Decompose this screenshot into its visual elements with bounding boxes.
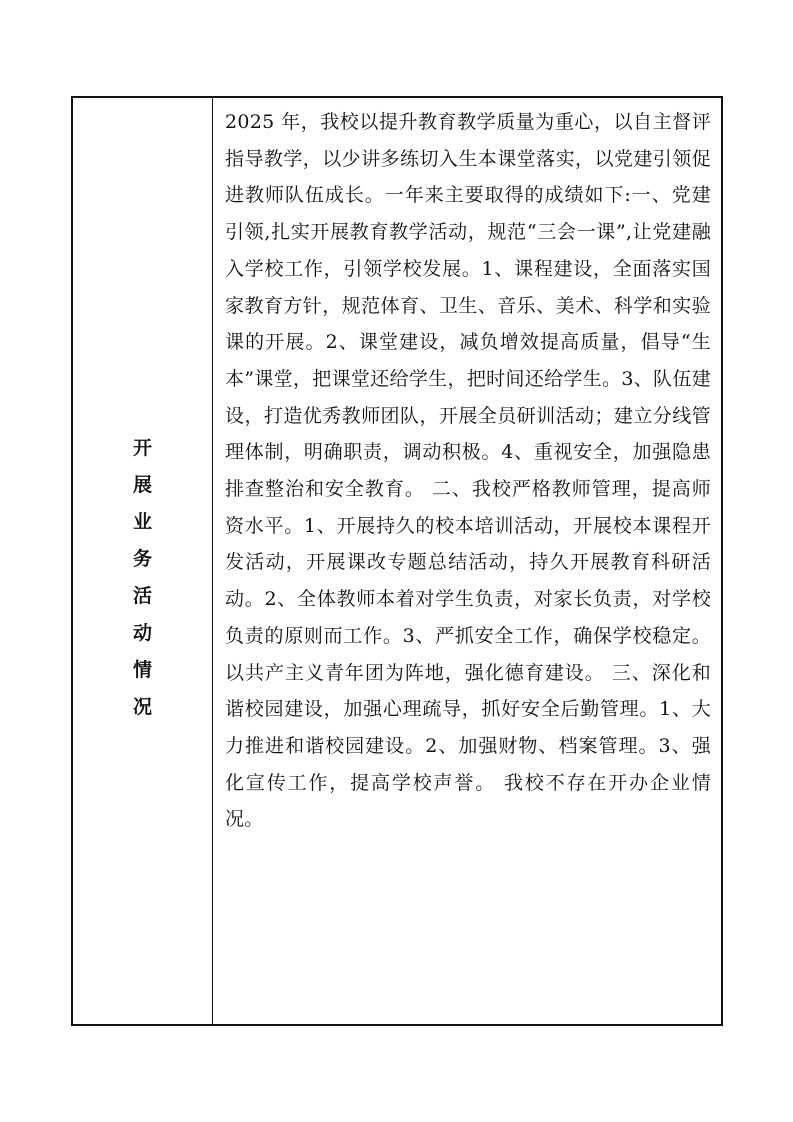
label-char: 务 bbox=[132, 548, 152, 570]
label-char: 展 bbox=[132, 474, 152, 496]
activity-table bbox=[71, 96, 723, 1026]
content-cell bbox=[213, 98, 721, 1024]
label-char: 情 bbox=[132, 659, 152, 681]
label-char: 活 bbox=[132, 585, 152, 607]
activity-description: 2025 年，我校以提升教育教学质量为重心，以自主督评指导教学，以少讲多练切入生本课堂落实，以党建引领促进教师队伍成长。一年来主要取得的成绩如下:一、党建引领,扎实开展教育教学活动，规范“三会一课”,让党建融入学校工作，引领学校发展。1、课程建设，全面落实国家教育方针，规范体育、卫生、音乐、美术、科学和实验课的开展。2、课堂建设，减负增效提高质量，倡导“生本”课堂，把课堂还给学生，把时间还给学生。3、队伍建设，打造优秀教师团队，开展全员研训活动；建立分线管理体制，明确职责，调动积极。4、重视安全，加强隐患排查整治和安全教育。 二、我校严格教师管理，提高师资水平。1、开展持久的校本培训活动，开展校本课程开发活动，开展课改专题总结活动，持久开展教育科研活动。2、全体教师本着对学生负责，对家长负责，对学校负责的原则而工作。3、严抓安全工作，确保学校稳定。以共产主义青年团为阵地，强化德育建设。 三、深化和谐校园建设，加强心理疏导，抓好安全后勤管理。1、大力推进和谐校园建设。2、加强财物、档案管理。3、强化宣传工作，提高学校声誉。 我校不存在开办企业情况。 bbox=[225, 111, 711, 831]
row-label bbox=[133, 430, 152, 726]
label-char: 业 bbox=[132, 511, 152, 533]
label-cell bbox=[73, 98, 213, 1024]
label-char: 况 bbox=[132, 696, 152, 718]
label-char: 开 bbox=[132, 437, 152, 459]
label-char: 动 bbox=[132, 622, 152, 644]
